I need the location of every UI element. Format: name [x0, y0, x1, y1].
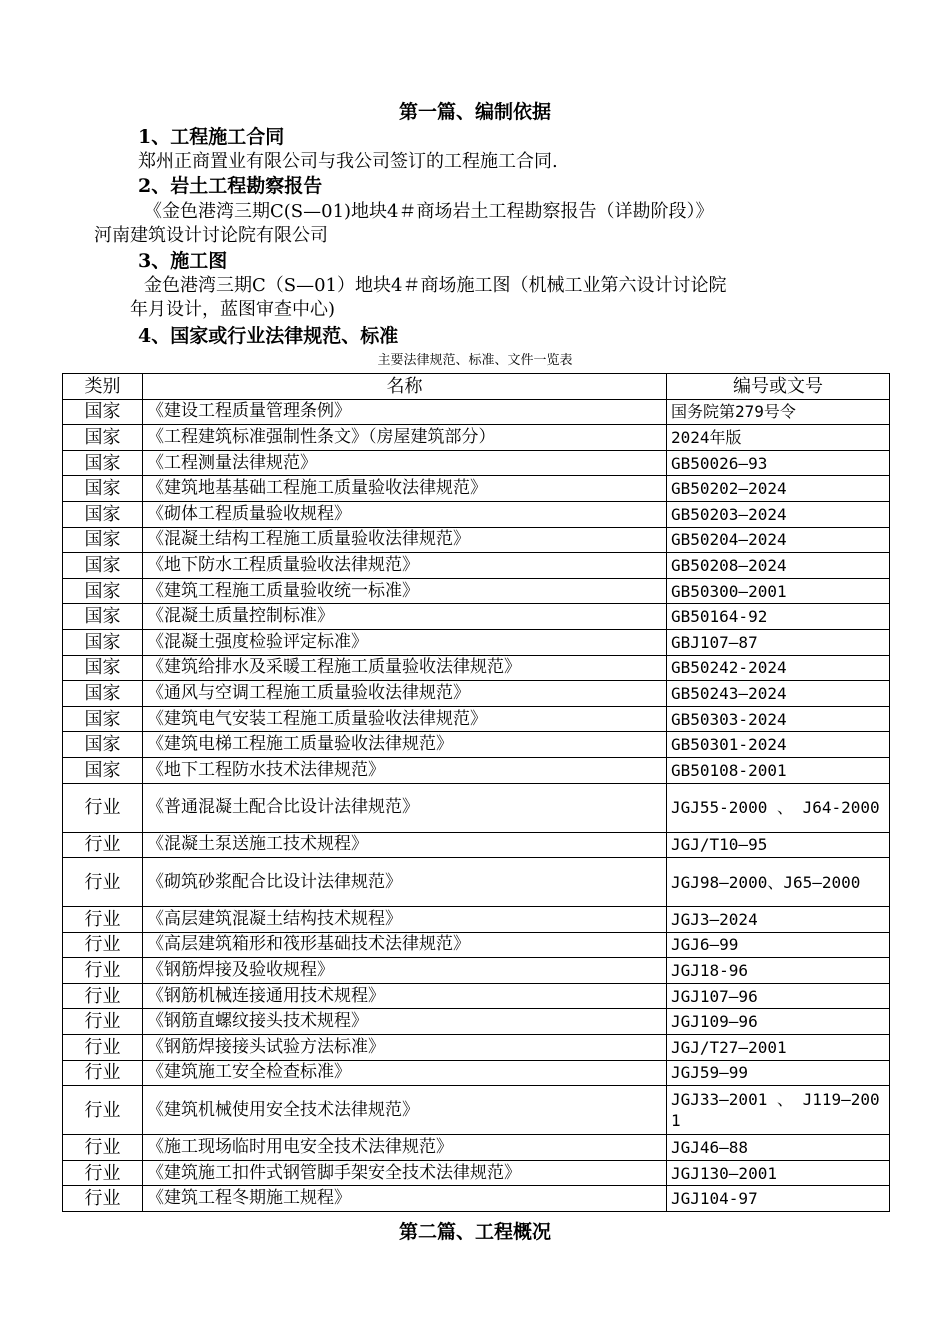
- table-row: [63, 1060, 890, 1086]
- header-category: 类别: [63, 374, 143, 400]
- table-row: [63, 629, 890, 655]
- section1-text: 郑州正商置业有限公司与我公司签订的工程施工合同.: [138, 151, 558, 172]
- code-cell: GB50164-92: [667, 604, 890, 630]
- code-cell: JGJ6—99: [667, 932, 890, 958]
- code-cell: JGJ98—2000、J65—2000: [667, 858, 890, 907]
- part1-title: 第一篇、编制依据: [398, 101, 551, 123]
- name-cell: 《地下防水工程质量验收法律规范》: [143, 553, 667, 579]
- table-header-row: [63, 374, 890, 400]
- name-cell: 《混凝土泵送施工技术规程》: [143, 832, 667, 858]
- table-row: [63, 425, 890, 451]
- name-cell: 《通风与空调工程施工质量验收法律规范》: [143, 681, 667, 707]
- category-cell: 行业: [63, 907, 143, 933]
- table-row: [63, 832, 890, 858]
- category-cell: 国家: [63, 681, 143, 707]
- code-cell: GB50208—2024: [667, 553, 890, 579]
- category-cell: 国家: [63, 578, 143, 604]
- table-row: [63, 907, 890, 933]
- code-cell: JGJ18-96: [667, 958, 890, 984]
- section2-heading: 2、岩土工程勘察报告: [138, 175, 323, 197]
- table-row: [63, 527, 890, 553]
- category-cell: 国家: [63, 655, 143, 681]
- name-cell: 《建筑地基基础工程施工质量验收法律规范》: [143, 476, 667, 502]
- category-cell: 国家: [63, 604, 143, 630]
- name-cell: 《建筑工程施工质量验收统一标准》: [143, 578, 667, 604]
- category-cell: 国家: [63, 425, 143, 451]
- name-cell: 《建筑电梯工程施工质量验收法律规范》: [143, 732, 667, 758]
- code-cell: GB50242-2024: [667, 655, 890, 681]
- code-cell: JGJ55-2000 、 J64-2000: [667, 783, 890, 832]
- header-name: 名称: [143, 374, 667, 400]
- name-cell: 《建筑施工扣件式钢管脚手架安全技术法律规范》: [143, 1160, 667, 1186]
- name-cell: 《混凝土强度检验评定标准》: [143, 629, 667, 655]
- code-cell: GB50202—2024: [667, 476, 890, 502]
- category-cell: 行业: [63, 783, 143, 832]
- code-cell: JGJ59—99: [667, 1060, 890, 1086]
- category-cell: 行业: [63, 1060, 143, 1086]
- name-cell: 《钢筋机械连接通用技术规程》: [143, 983, 667, 1009]
- name-cell: 《施工现场临时用电安全技术法律规范》: [143, 1135, 667, 1161]
- table-row: [63, 1186, 890, 1212]
- section3-text-line2: 年月设计，蓝图审查中心): [130, 299, 336, 320]
- table-row: [63, 706, 890, 732]
- table-row: [63, 858, 890, 907]
- category-cell: 国家: [63, 399, 143, 425]
- table-row: [63, 399, 890, 425]
- name-cell: 《钢筋焊接接头试验方法标准》: [143, 1035, 667, 1061]
- table-row: [63, 476, 890, 502]
- category-cell: 行业: [63, 958, 143, 984]
- name-cell: 《普通混凝土配合比设计法律规范》: [143, 783, 667, 832]
- name-cell: 《地下工程防水技术法律规范》: [143, 757, 667, 783]
- code-cell: GBJ107—87: [667, 629, 890, 655]
- table-row: [63, 501, 890, 527]
- category-cell: 行业: [63, 1160, 143, 1186]
- category-cell: 行业: [63, 1135, 143, 1161]
- table-row: [63, 681, 890, 707]
- regulations-table: [62, 373, 890, 1212]
- code-cell: GB50204—2024: [667, 527, 890, 553]
- table-row: [63, 732, 890, 758]
- name-cell: 《建筑电气安装工程施工质量验收法律规范》: [143, 706, 667, 732]
- name-cell: 《钢筋直螺纹接头技术规程》: [143, 1009, 667, 1035]
- category-cell: 行业: [63, 1086, 143, 1135]
- code-cell: JGJ/T10—95: [667, 832, 890, 858]
- table-row: [63, 1160, 890, 1186]
- name-cell: 《混凝土质量控制标准》: [143, 604, 667, 630]
- code-cell: JGJ46—88: [667, 1135, 890, 1161]
- table-row: [63, 932, 890, 958]
- table-row: [63, 578, 890, 604]
- code-cell: GB50243—2024: [667, 681, 890, 707]
- code-cell: JGJ109—96: [667, 1009, 890, 1035]
- table-row: [63, 1035, 890, 1061]
- category-cell: 国家: [63, 757, 143, 783]
- category-cell: 国家: [63, 553, 143, 579]
- name-cell: 《高层建筑箱形和筏形基础技术法律规范》: [143, 932, 667, 958]
- code-cell: GB50301-2024: [667, 732, 890, 758]
- table-row: [63, 655, 890, 681]
- category-cell: 行业: [63, 1009, 143, 1035]
- table-row: [63, 1009, 890, 1035]
- name-cell: 《建筑施工安全检查标准》: [143, 1060, 667, 1086]
- category-cell: 行业: [63, 1035, 143, 1061]
- name-cell: 《建筑给排水及采暖工程施工质量验收法律规范》: [143, 655, 667, 681]
- category-cell: 行业: [63, 858, 143, 907]
- name-cell: 《砌筑砂浆配合比设计法律规范》: [143, 858, 667, 907]
- code-cell: JGJ3—2024: [667, 907, 890, 933]
- category-cell: 国家: [63, 629, 143, 655]
- table-row: [63, 553, 890, 579]
- category-cell: 行业: [63, 932, 143, 958]
- table-body: [63, 399, 890, 1211]
- code-cell: 国务院第279号令: [667, 399, 890, 425]
- table-caption: 主要法律规范、标准、文件一览表: [377, 353, 573, 368]
- category-cell: 国家: [63, 450, 143, 476]
- section2-text-line1: 《金色港湾三期C(S—01)地块4＃商场岩土工程勘察报告（详勘阶段）》: [144, 201, 714, 222]
- table-row: [63, 1086, 890, 1135]
- name-cell: 《钢筋焊接及验收规程》: [143, 958, 667, 984]
- code-cell: 2024年版: [667, 425, 890, 451]
- section2-text-line2: 河南建筑设计讨论院有限公司: [94, 225, 328, 246]
- header-code: 编号或文号: [667, 374, 890, 400]
- code-cell: JGJ107—96: [667, 983, 890, 1009]
- name-cell: 《工程测量法律规范》: [143, 450, 667, 476]
- name-cell: 《高层建筑混凝土结构技术规程》: [143, 907, 667, 933]
- table-row: [63, 958, 890, 984]
- table-row: [63, 604, 890, 630]
- table-row: [63, 450, 890, 476]
- category-cell: 国家: [63, 732, 143, 758]
- code-cell: GB50203—2024: [667, 501, 890, 527]
- category-cell: 行业: [63, 983, 143, 1009]
- category-cell: 国家: [63, 476, 143, 502]
- table-row: [63, 983, 890, 1009]
- code-cell: JGJ33—2001 、 J119—2001: [667, 1086, 890, 1135]
- code-cell: GB50108-2001: [667, 757, 890, 783]
- section1-heading: 1、工程施工合同: [138, 126, 285, 148]
- name-cell: 《建筑机械使用安全技术法律规范》: [143, 1086, 667, 1135]
- name-cell: 《混凝土结构工程施工质量验收法律规范》: [143, 527, 667, 553]
- code-cell: GB50300—2001: [667, 578, 890, 604]
- category-cell: 国家: [63, 527, 143, 553]
- code-cell: JGJ130—2001: [667, 1160, 890, 1186]
- section3-heading: 3、施工图: [138, 250, 228, 272]
- code-cell: GB50303-2024: [667, 706, 890, 732]
- code-cell: JGJ104-97: [667, 1186, 890, 1212]
- table-row: [63, 783, 890, 832]
- category-cell: 行业: [63, 832, 143, 858]
- code-cell: JGJ/T27—2001: [667, 1035, 890, 1061]
- name-cell: 《砌体工程质量验收规程》: [143, 501, 667, 527]
- section4-heading: 4、国家或行业法律规范、标准: [138, 325, 399, 347]
- table-row: [63, 757, 890, 783]
- section3-text-line1: 金色港湾三期C（S—01）地块4＃商场施工图（机械工业第六设计讨论院: [144, 275, 727, 296]
- table-row: [63, 1135, 890, 1161]
- name-cell: 《建设工程质量管理条例》: [143, 399, 667, 425]
- category-cell: 行业: [63, 1186, 143, 1212]
- category-cell: 国家: [63, 706, 143, 732]
- code-cell: GB50026—93: [667, 450, 890, 476]
- category-cell: 国家: [63, 501, 143, 527]
- name-cell: 《工程建筑标准强制性条文》（房屋建筑部分）: [143, 425, 667, 451]
- name-cell: 《建筑工程冬期施工规程》: [143, 1186, 667, 1212]
- part2-title: 第二篇、工程概况: [398, 1221, 551, 1243]
